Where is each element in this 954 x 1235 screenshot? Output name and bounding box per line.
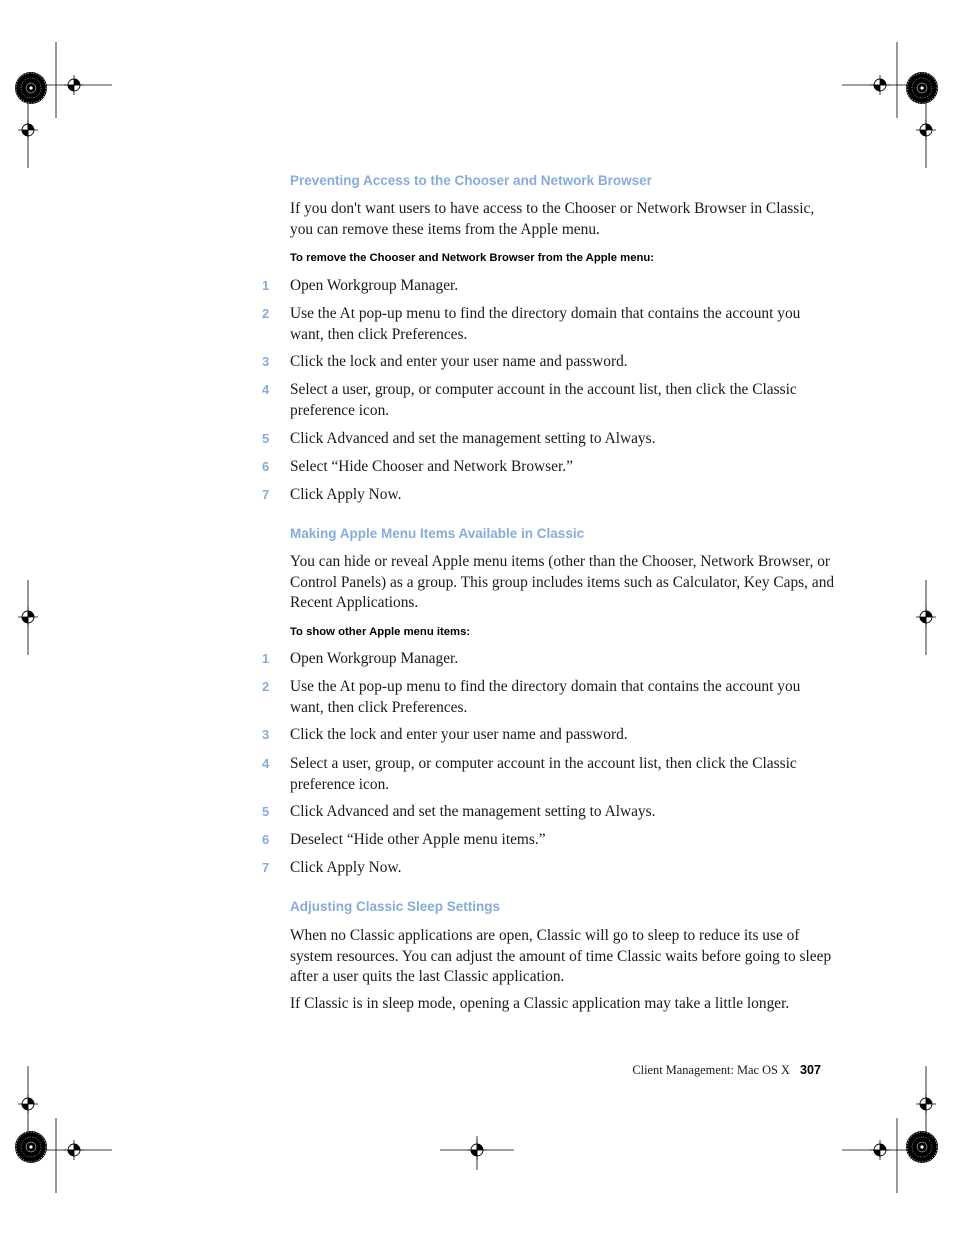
step-text: Click the lock and enter your user name and password.	[290, 353, 628, 370]
step-number: 1	[262, 651, 270, 666]
footer-label: Client Management: Mac OS X	[632, 1063, 790, 1077]
step-number: 6	[262, 459, 270, 474]
step-number: 5	[262, 431, 270, 446]
paragraph: When no Classic applications are open, Classic will go to sleep to reduce its use of system resources. You can adjust the amount of time Classic waits before going to sleep after a user quits the last Classic application.	[290, 927, 832, 985]
paragraph: If you don't want users to have access to the Chooser or Network Browser in Classic, you can remove these items from the Apple menu.	[290, 200, 815, 238]
step-text: Use the At pop-up menu to find the directory domain that contains the account you want, then click Preferences.	[290, 305, 801, 343]
step-text: Click Apply Now.	[290, 486, 402, 503]
page-number: 307	[800, 1063, 822, 1077]
step-text: Use the At pop-up menu to find the directory domain that contains the account you want, then click Preferences.	[290, 678, 801, 716]
step-text: Select a user, group, or computer account in the account list, then click the Classic preference icon.	[290, 755, 797, 793]
step-text: Click Apply Now.	[290, 859, 402, 876]
step-text: Open Workgroup Manager.	[290, 277, 459, 294]
paragraph: You can hide or reveal Apple menu items (other than the Chooser, Network Browser, or Control Panels) as a group. This group includes items such as Calculator, Key Caps, and Recent Applications.	[290, 553, 835, 611]
step-number: 3	[262, 354, 270, 369]
step-text: Click Advanced and set the management setting to Always.	[290, 803, 656, 820]
section-heading: Making Apple Menu Items Available in Classic	[290, 526, 585, 541]
paragraph: If Classic is in sleep mode, opening a Classic application may take a little longer.	[290, 995, 790, 1012]
step-number: 1	[262, 278, 270, 293]
step-number: 4	[262, 756, 270, 771]
procedure-title: To remove the Chooser and Network Browser from the Apple menu:	[290, 252, 655, 264]
step-text: Deselect “Hide other Apple menu items.”	[290, 831, 546, 848]
step-text: Click the lock and enter your user name and password.	[290, 726, 628, 743]
step-number: 2	[262, 679, 270, 694]
step-number: 3	[262, 727, 270, 742]
step-number: 4	[262, 382, 270, 397]
section-heading: Preventing Access to the Chooser and Network Browser	[290, 173, 652, 188]
step-text: Select “Hide Chooser and Network Browser.”	[290, 458, 573, 475]
step-number: 7	[262, 487, 270, 502]
step-text: Open Workgroup Manager.	[290, 650, 459, 667]
step-text: Click Advanced and set the management setting to Always.	[290, 430, 656, 447]
procedure-title: To show other Apple menu items:	[290, 626, 471, 638]
section-heading: Adjusting Classic Sleep Settings	[290, 899, 501, 914]
step-number: 6	[262, 832, 270, 847]
step-text: Select a user, group, or computer account in the account list, then click the Classic preference icon.	[290, 381, 797, 419]
step-number: 7	[262, 860, 270, 875]
step-number: 2	[262, 306, 270, 321]
step-number: 5	[262, 804, 270, 819]
